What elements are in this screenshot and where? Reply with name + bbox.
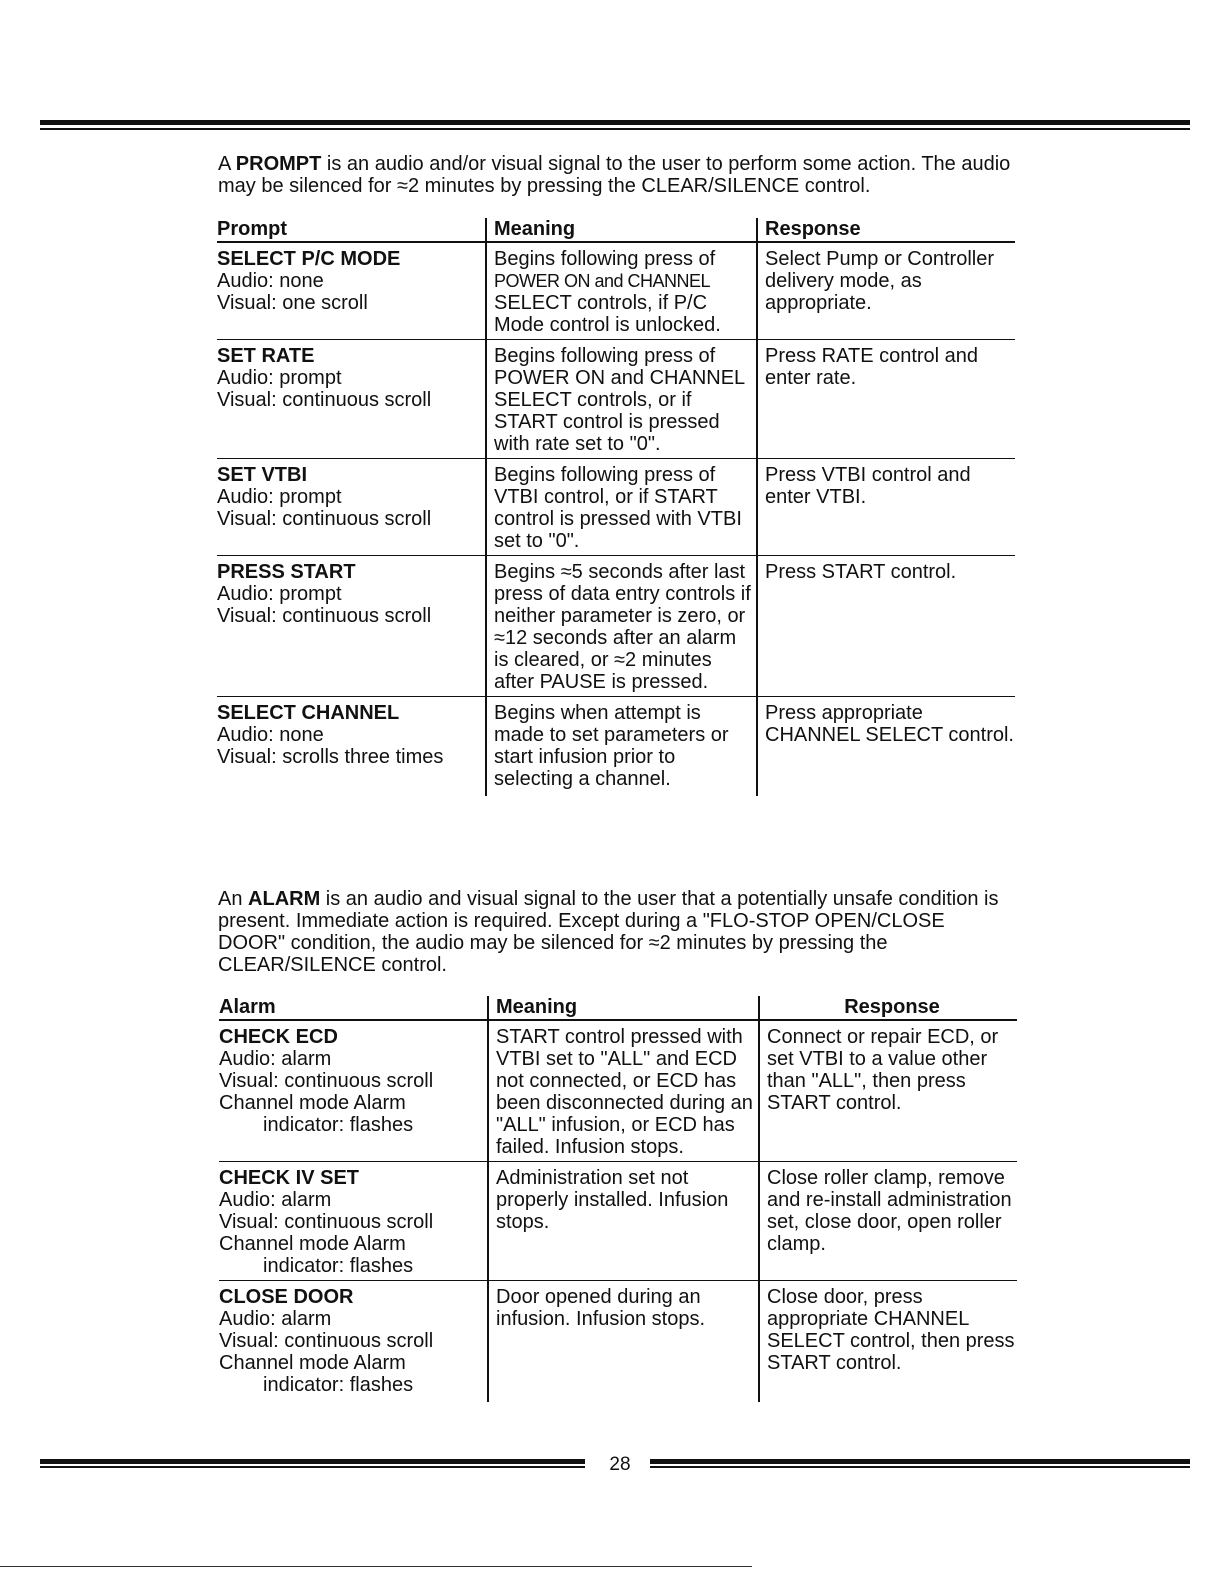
table-row — [217, 459, 1015, 556]
table-row — [217, 242, 1015, 340]
alarm-name: CHECK ECD — [219, 1026, 338, 1048]
bottom-edge-line — [0, 1566, 752, 1567]
alarm-channel: Channel mode Alarm — [219, 1233, 406, 1255]
prompt-name: SET RATE — [217, 345, 315, 367]
table-row — [217, 697, 1015, 797]
prompt-visual: Visual: scrolls three times — [217, 746, 444, 768]
prompt-meaning: SELECT controls, if P/C — [494, 292, 708, 314]
alarm-meaning: Door opened during an infusion. Infusion stops. — [496, 1286, 706, 1330]
prompt-response: Select Pump or Controller delivery mode, as appropriate. — [765, 248, 994, 314]
header-meaning: Meaning — [486, 218, 757, 242]
table-row — [219, 1281, 1017, 1403]
alarm-meaning: Administration set not properly installed. Infusion stops. — [496, 1167, 729, 1233]
prompt-meaning: Begins following press of VTBI control, or if START control is pressed with VTBI set to "0". — [494, 464, 742, 552]
alarm-indicator: indicator: flashes — [263, 1114, 414, 1136]
alarm-meaning: START control pressed with VTBI set to "ALL" and ECD not connected, or ECD has been disconnected during an "ALL" infusion, or ECD has failed. Infusion stops. — [496, 1026, 753, 1158]
alarm-name: CHECK IV SET — [219, 1167, 360, 1189]
header-response: Response — [759, 996, 1017, 1020]
prompt-name: PRESS START — [217, 561, 356, 583]
alarm-indicator: indicator: flashes — [263, 1255, 414, 1277]
alarm-name: CLOSE DOOR — [219, 1286, 354, 1308]
page-number: 28 — [609, 1454, 631, 1475]
header-meaning: Meaning — [488, 996, 759, 1020]
header-response: Response — [757, 218, 1015, 242]
prompt-intro: A PROMPT is an audio and/or visual signal to the user to perform some action. The audio may be silenced for ≈2 minutes by pressing the CLEAR/SILENCE control. — [218, 153, 1011, 197]
prompt-meaning: Begins when attempt is made to set parameters or start infusion prior to selecting a channel. — [494, 702, 729, 790]
table-row — [217, 556, 1015, 697]
alarm-table-header — [219, 996, 1017, 1020]
header-prompt: Prompt — [217, 218, 486, 242]
alarm-channel: Channel mode Alarm — [219, 1352, 406, 1374]
prompt-visual: Visual: one scroll — [217, 292, 368, 314]
alarm-term: ALARM — [248, 888, 321, 910]
alarm-audio: Audio: alarm — [219, 1189, 332, 1211]
alarm-channel: Channel mode Alarm — [219, 1092, 406, 1114]
footer-rule-right — [650, 1459, 1190, 1468]
prompt-meaning: Mode control is unlocked. — [494, 314, 721, 336]
prompt-meaning: Begins following press of POWER ON and CHANNEL SELECT controls, or if START control is pressed with rate set to "0". — [494, 345, 745, 455]
header-alarm: Alarm — [219, 996, 488, 1020]
prompt-visual: Visual: continuous scroll — [217, 389, 432, 411]
alarm-response: Connect or repair ECD, or set VTBI to a value other than "ALL", then press START control. — [767, 1026, 999, 1114]
prompt-response: Press VTBI control and enter VTBI. — [765, 464, 971, 508]
prompt-meaning: Begins ≈5 seconds after last press of data entry controls if neither parameter is zero, or ≈12 seconds after an alarm is cleared, or ≈2 minutes after PAUSE is pressed. — [494, 561, 751, 693]
prompt-table — [217, 218, 1015, 796]
prompt-term: PROMPT — [235, 153, 322, 175]
alarm-response: Close roller clamp, remove and re-install administration set, close door, open roller clamp. — [767, 1167, 1012, 1255]
alarm-visual: Visual: continuous scroll — [219, 1070, 434, 1092]
table-row — [219, 1162, 1017, 1281]
table-row — [217, 340, 1015, 459]
top-rule — [40, 120, 1190, 130]
alarm-table — [219, 996, 1017, 1402]
prompt-table-header — [217, 218, 1015, 242]
prompt-audio: Audio: prompt — [217, 367, 342, 389]
alarm-response: Close door, press appropriate CHANNEL SELECT control, then press START control. — [767, 1286, 1015, 1374]
prompt-name: SET VTBI — [217, 464, 308, 486]
alarm-intro: An ALARM is an audio and visual signal to the user that a potentially unsafe condition is present. Immediate action is required. Except during a "FLO-STOP OPEN/CLOSE DOOR" condition, the audio may be silenced for ≈2 minutes by pressing the CLEAR/SILENCE control. — [218, 888, 999, 976]
prompt-audio: Audio: prompt — [217, 583, 342, 605]
footer-rule-left — [40, 1459, 585, 1468]
alarm-audio: Audio: alarm — [219, 1048, 332, 1070]
prompt-audio: Audio: none — [217, 724, 324, 746]
prompt-name: SELECT P/C MODE — [217, 248, 401, 270]
prompt-audio: Audio: none — [217, 270, 324, 292]
prompt-response: Press START control. — [765, 561, 957, 583]
prompt-audio: Audio: prompt — [217, 486, 342, 508]
alarm-audio: Audio: alarm — [219, 1308, 332, 1330]
prompt-response: Press RATE control and enter rate. — [765, 345, 979, 389]
page-footer — [40, 1455, 1190, 1475]
table-row — [219, 1020, 1017, 1162]
prompt-visual: Visual: continuous scroll — [217, 605, 432, 627]
prompt-response: Press appropriate CHANNEL SELECT control. — [765, 702, 1014, 746]
prompt-name: SELECT CHANNEL — [217, 702, 400, 724]
alarm-visual: Visual: continuous scroll — [219, 1330, 434, 1352]
prompt-meaning: POWER ON and CHANNEL — [494, 271, 711, 291]
alarm-indicator: indicator: flashes — [263, 1374, 414, 1396]
alarm-visual: Visual: continuous scroll — [219, 1211, 434, 1233]
prompt-meaning: Begins following press of — [494, 248, 716, 270]
prompt-visual: Visual: continuous scroll — [217, 508, 432, 530]
